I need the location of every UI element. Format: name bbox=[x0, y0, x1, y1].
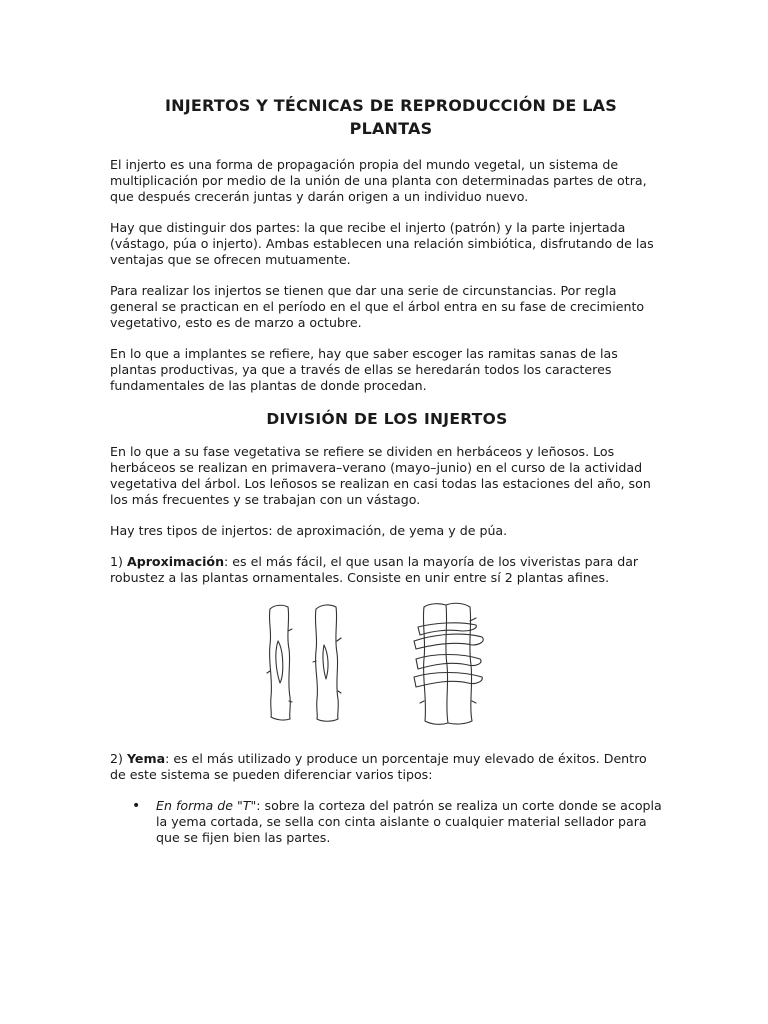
division-paragraph-2: Hay tres tipos de injertos: de aproximación, de yema y de púa. bbox=[110, 523, 508, 538]
stem-outline bbox=[288, 607, 290, 719]
list-item bbox=[110, 798, 662, 846]
item-text: : es el más fácil, el que usan la mayoría de los viveristas para dar robustez a las plantas ornamentales. Consiste en unir entre sí 2 plantas afines. bbox=[110, 554, 639, 585]
title-line-2: PLANTAS bbox=[349, 119, 433, 138]
document-page bbox=[110, 94, 662, 846]
approach-graft-drawing bbox=[264, 601, 524, 729]
bullet-icon: • bbox=[132, 798, 141, 814]
intro-paragraph-4: En lo que a implantes se refiere, hay que saber escoger las ramitas sanas de las plantas productivas, ya que a través de ellas se heredarán todos los caracteres fundamentales de las plantas de donde procedan. bbox=[110, 346, 618, 393]
stem-outline bbox=[269, 609, 271, 717]
intro-paragraph-1: El injerto es una forma de propagación propia del mundo vegetal, un sistema de multiplicación por medio de la unión de una planta con determinadas partes de otra, que después crecerán juntas y darán origen a un individuo nuevo. bbox=[110, 157, 647, 204]
item-number: 2) bbox=[110, 751, 123, 766]
title-line-1: INJERTOS Y TÉCNICAS DE REPRODUCCIÓN DE LAS bbox=[165, 96, 617, 115]
list-item-text: : sobre la corteza del patrón se realiza un corte donde se acopla la yema cortada, se sella con cinta aislante o cualquier material sellador para que se fijen bien las partes. bbox=[156, 798, 662, 845]
bullet-list bbox=[110, 798, 662, 846]
document-title bbox=[110, 94, 662, 140]
item-term: Aproximación bbox=[126, 554, 225, 569]
intro-paragraph-2: Hay que distinguir dos partes: la que recibe el injerto (patrón) y la parte injertada (vástago, púa o injerto). Ambas establecen una relación simbiótica, disfrutando de las ventajas que se ofrecen mutuamente. bbox=[110, 220, 654, 267]
intro-paragraph-3: Para realizar los injertos se tienen que dar una serie de circunstancias. Por regla general se practican en el período en el que el árbol entra en su fase de crecimiento vegetativo, esto es de marzo a octubre. bbox=[110, 283, 645, 330]
section-heading-division: DIVISIÓN DE LOS INJERTOS bbox=[266, 410, 508, 428]
graft-illustration bbox=[110, 601, 662, 731]
division-paragraph-1: En lo que a su fase vegetativa se refiere se dividen en herbáceos y leñosos. Los herbáceos se realizan en primavera–verano (mayo–junio) en el curso de la actividad vegetativa del árbol. Los leñosos se realizan en casi todas las estaciones del año, son los más frecuentes y se trabajan con un vástago. bbox=[110, 444, 651, 507]
cut-scar bbox=[276, 641, 283, 683]
item-term: Yema bbox=[126, 751, 166, 766]
list-item-term: En forma de "T" bbox=[156, 798, 257, 813]
item-text: : es el más utilizado y produce un porcentaje muy elevado de éxitos. Dentro de este sistema se pueden diferenciar varios tipos: bbox=[110, 751, 647, 782]
item-yema bbox=[110, 751, 662, 783]
item-number: 1) bbox=[110, 554, 123, 569]
item-aproximacion bbox=[110, 554, 662, 586]
